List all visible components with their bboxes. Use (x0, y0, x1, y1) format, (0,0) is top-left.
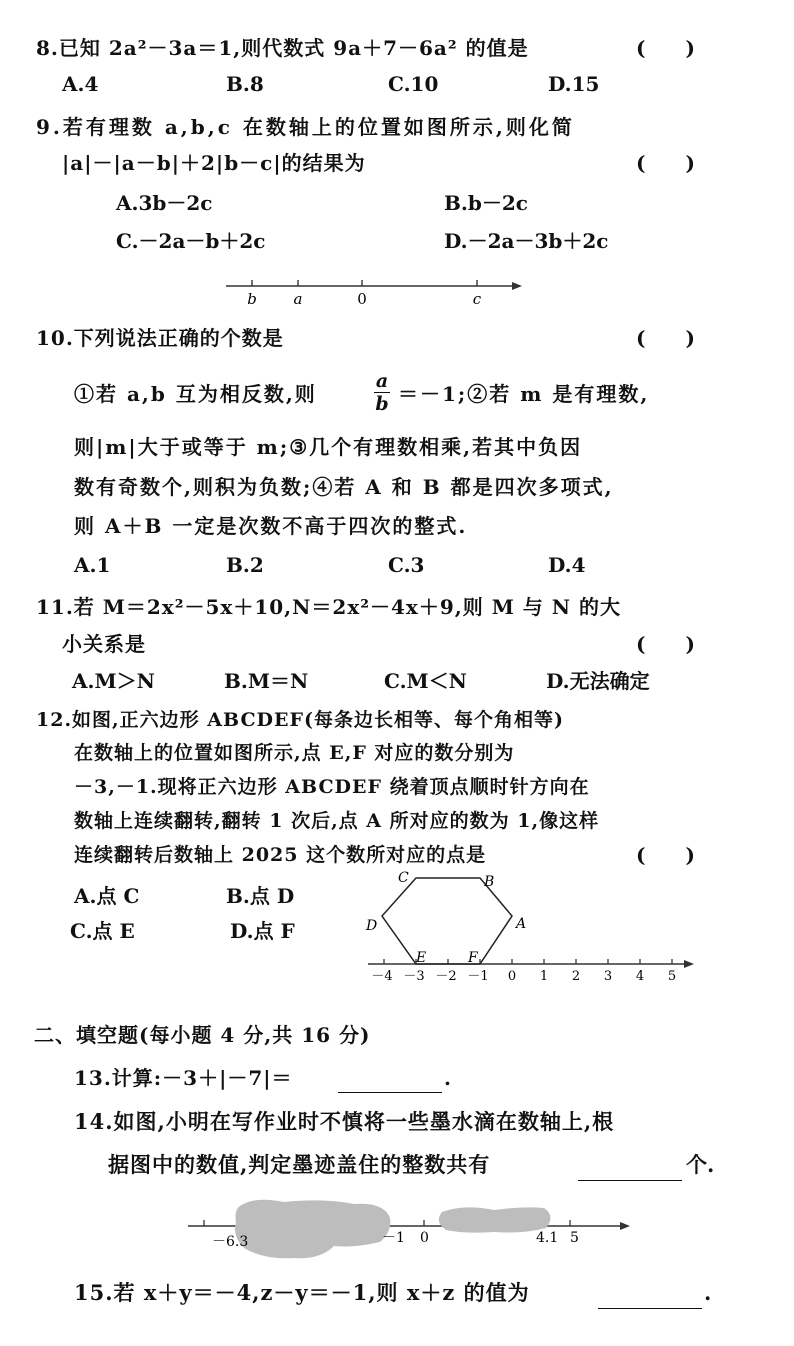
q12-line2: 在数轴上的位置如图所示,点 E,F 对应的数分别为 (74, 742, 515, 764)
q10-option-a: A.1 (74, 553, 111, 577)
q9-option-a: A.3b－2c (116, 191, 213, 215)
q14-ink-blot-right (439, 1207, 551, 1232)
q12-vertex-e: E (416, 950, 427, 966)
q10-option-d: D.4 (548, 553, 586, 577)
q9-option-d: D.－2a－3b＋2c (444, 229, 609, 253)
q14-answer-blank[interactable] (578, 1156, 682, 1181)
q9-label-c: c (472, 290, 482, 308)
q12-option-c: C.点 E (70, 919, 135, 943)
q14-label-5: 5 (570, 1230, 579, 1246)
q14-label-4-1: 4.1 (536, 1230, 559, 1246)
q12-tick-0: 0 (507, 969, 517, 984)
q9-label-zero: 0 (357, 290, 367, 308)
q14-label-zero: 0 (420, 1230, 429, 1246)
q8-paren: ( ) (636, 36, 695, 60)
q13-answer-blank[interactable] (338, 1068, 442, 1093)
q10-option-c: C.3 (388, 553, 425, 577)
q8-option-b: B.8 (226, 72, 264, 96)
q12-tick-1: 1 (539, 969, 549, 984)
q15-answer-blank[interactable] (598, 1284, 702, 1309)
q11-option-c: C.M＜N (384, 669, 467, 693)
q12-paren: ( ) (636, 843, 695, 867)
q12-line5: 连续翻转后数轴上 2025 这个数所对应的点是 (74, 844, 487, 866)
q12-tick-neg2: －2 (435, 969, 457, 984)
q14-line2: 据图中的数值,判定墨迹盖住的整数共有 (108, 1152, 491, 1177)
q12-tick-2: 2 (571, 969, 581, 984)
q12-tick-4: 4 (635, 969, 645, 984)
q12-vertex-c: C (398, 870, 409, 886)
q9-option-b: B.b－2c (444, 191, 528, 215)
q10-stem: 10.下列说法正确的个数是 (36, 326, 284, 350)
q14-ink-blot-left (235, 1200, 390, 1259)
q12-line3: －3,－1.现将正六边形 ABCDEF 绕着顶点顺时针方向在 (74, 776, 590, 798)
q12-option-d: D.点 F (230, 919, 295, 943)
q11-option-a: A.M＞N (72, 669, 155, 693)
q9-label-b: b (247, 290, 257, 308)
q14-end: 个. (686, 1152, 715, 1177)
q12-vertex-f: F (468, 950, 478, 966)
q10-statement-3: 数有奇数个,则积为负数;④若 A 和 B 都是四次多项式, (74, 475, 614, 499)
q8-option-a: A.4 (62, 72, 99, 96)
q14-line1: 14.如图,小明在写作业时不慎将一些墨水滴在数轴上,根 (74, 1109, 615, 1134)
q10-fraction-numerator: a (375, 370, 389, 392)
q10-statement-4: 则 A＋B 一定是次数不高于四次的整式. (74, 514, 468, 538)
q12-hexagon-figure (360, 868, 700, 988)
q11-option-d: D.无法确定 (546, 669, 650, 693)
q12-option-a: A.点 C (74, 884, 140, 908)
q10-statement-1a: ①若 a,b 互为相反数,则 (74, 382, 317, 406)
q14-number-line (184, 1196, 634, 1262)
q12-tick-neg4: －4 (371, 969, 393, 984)
q12-vertex-a: A (516, 916, 527, 932)
q10-fraction-denominator: b (375, 393, 389, 415)
q11-line2: 小关系是 (62, 632, 146, 656)
q12-vertex-d: D (366, 918, 378, 934)
q10-statement-2: 则|m|大于或等于 m;③几个有理数相乘,若其中负因 (74, 435, 583, 459)
q12-tick-neg1: －1 (467, 969, 489, 984)
q10-statement-1b: ＝－1;②若 m 是有理数, (398, 382, 650, 406)
q14-label-neg6-3: －6.3 (212, 1234, 249, 1250)
q15-stem: 15.若 x＋y＝－4,z－y＝－1,则 x＋z 的值为 (74, 1280, 530, 1305)
q11-line1: 11.若 M＝2x²－5x＋10,N＝2x²－4x＋9,则 M 与 N 的大 (36, 595, 622, 619)
q9-number-line (222, 272, 528, 310)
q11-paren: ( ) (636, 632, 695, 656)
q12-vertex-b: B (484, 874, 495, 890)
q8-stem: 8.已知 2a²－3a＝1,则代数式 9a＋7－6a² 的值是 (36, 36, 529, 60)
section-2-title: 二、填空题(每小题 4 分,共 16 分) (34, 1023, 371, 1047)
q12-line1: 12.如图,正六边形 ABCDEF(每条边长相等、每个角相等) (36, 709, 564, 731)
q9-paren: ( ) (636, 151, 695, 175)
q12-line4: 数轴上连续翻转,翻转 1 次后,点 A 所对应的数为 1,像这样 (74, 810, 600, 832)
q14-label-neg1: －1 (382, 1230, 405, 1246)
q9-line2: |a|－|a－b|＋2|b－c|的结果为 (62, 151, 366, 175)
q13-stem: 13.计算:－3＋|－7|＝ (74, 1066, 293, 1090)
q12-tick-neg3: －3 (403, 969, 425, 984)
q15-end: . (704, 1280, 712, 1305)
q9-option-c: C.－2a－b＋2c (116, 229, 266, 253)
q10-fraction (374, 370, 390, 415)
q9-label-a: a (293, 290, 303, 308)
q10-option-b: B.2 (226, 553, 264, 577)
q12-hexagon (382, 878, 512, 964)
q8-option-d: D.15 (548, 72, 600, 96)
q8-option-c: C.10 (388, 72, 439, 96)
q10-paren: ( ) (636, 326, 695, 350)
q12-option-b: B.点 D (226, 884, 295, 908)
q12-tick-5: 5 (667, 969, 677, 984)
q13-end: . (444, 1066, 451, 1090)
q11-option-b: B.M＝N (224, 669, 309, 693)
q12-tick-3: 3 (603, 969, 613, 984)
q9-line1: 9.若有理数 a,b,c 在数轴上的位置如图所示,则化简 (36, 115, 575, 139)
